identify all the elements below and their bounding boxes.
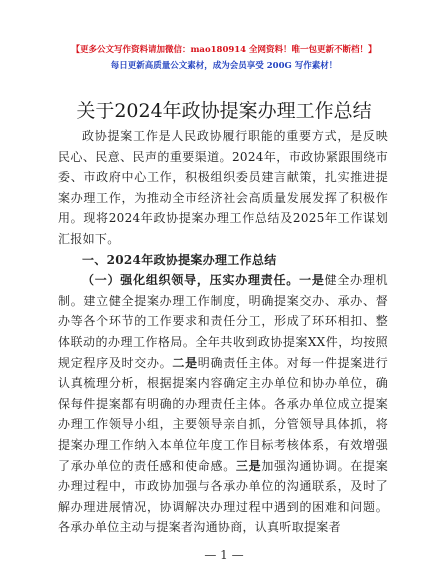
- document-title: 关于2024年政协提案办理工作总结: [76, 100, 372, 122]
- point-1-lead: 一是: [299, 273, 325, 288]
- promo-banner: [0, 44, 448, 72]
- page-number: — 1 —: [204, 548, 244, 562]
- intro-paragraph: 政协提案工作是人民政协履行职能的重要方式，是反映民心、民意、民声的重要渠道。2024年，市政协紧跟围绕市委、市政府中心工作，积极组织委员建言献策，扎实推进提案办理工作，为推动全市经济社会高质量发展发挥了积极作用。现将2024年政协提案办理工作总结及2025年工作谋划汇报如下。: [58, 129, 388, 246]
- point-2-text: 明确责任主体。对每一件提案进行认真梳理分析，根据提案内容确定主办单位和协办单位，确保每件提案都有明确的办理责任主体。各承办单位成立提案办理工作领导小组，主要领导亲自抓，分管领导具体抓，将提案办理工作纳入本单位年度工作目标考核体系，有效增强了承办单位的责任感和使命感。: [58, 355, 388, 473]
- promo-line-2: 每日更新高质量公文素材，成为会员享受 200G 写作素材！: [110, 61, 338, 71]
- point-2-lead: 二是: [172, 355, 198, 370]
- point-3-text: 加强沟通协调。在提案办理过程中，市政协加强与各承办单位的沟通联系，及时了解办理进展情况，协调解决办理过程中遇到的困难和问题。各承办单位主动与提案者沟通协商，认真听取提案者: [58, 458, 388, 535]
- point-3-lead: 三是: [235, 458, 262, 473]
- point-1-text: 健全办理机制。建立健全提案办理工作制度，明确提案交办、承办、督办等各个环节的工作要求和责任分工，形成了环环相扣、整体联动的办理工作格局。全年共收到政协提案XX件，均按照规定程序及时交办。: [58, 273, 388, 370]
- document-body: [58, 126, 388, 538]
- subsection-paragraph-1: [58, 270, 388, 538]
- subsection-heading-1: （一）强化组织领导，压实办理责任。: [82, 273, 300, 288]
- promo-line-1: 【更多公文写作资料请加微信：mao180914 全网资料！唯一包更新不断档！】: [71, 45, 377, 55]
- section-heading-1: 一、2024年政协提案办理工作总结: [82, 252, 277, 267]
